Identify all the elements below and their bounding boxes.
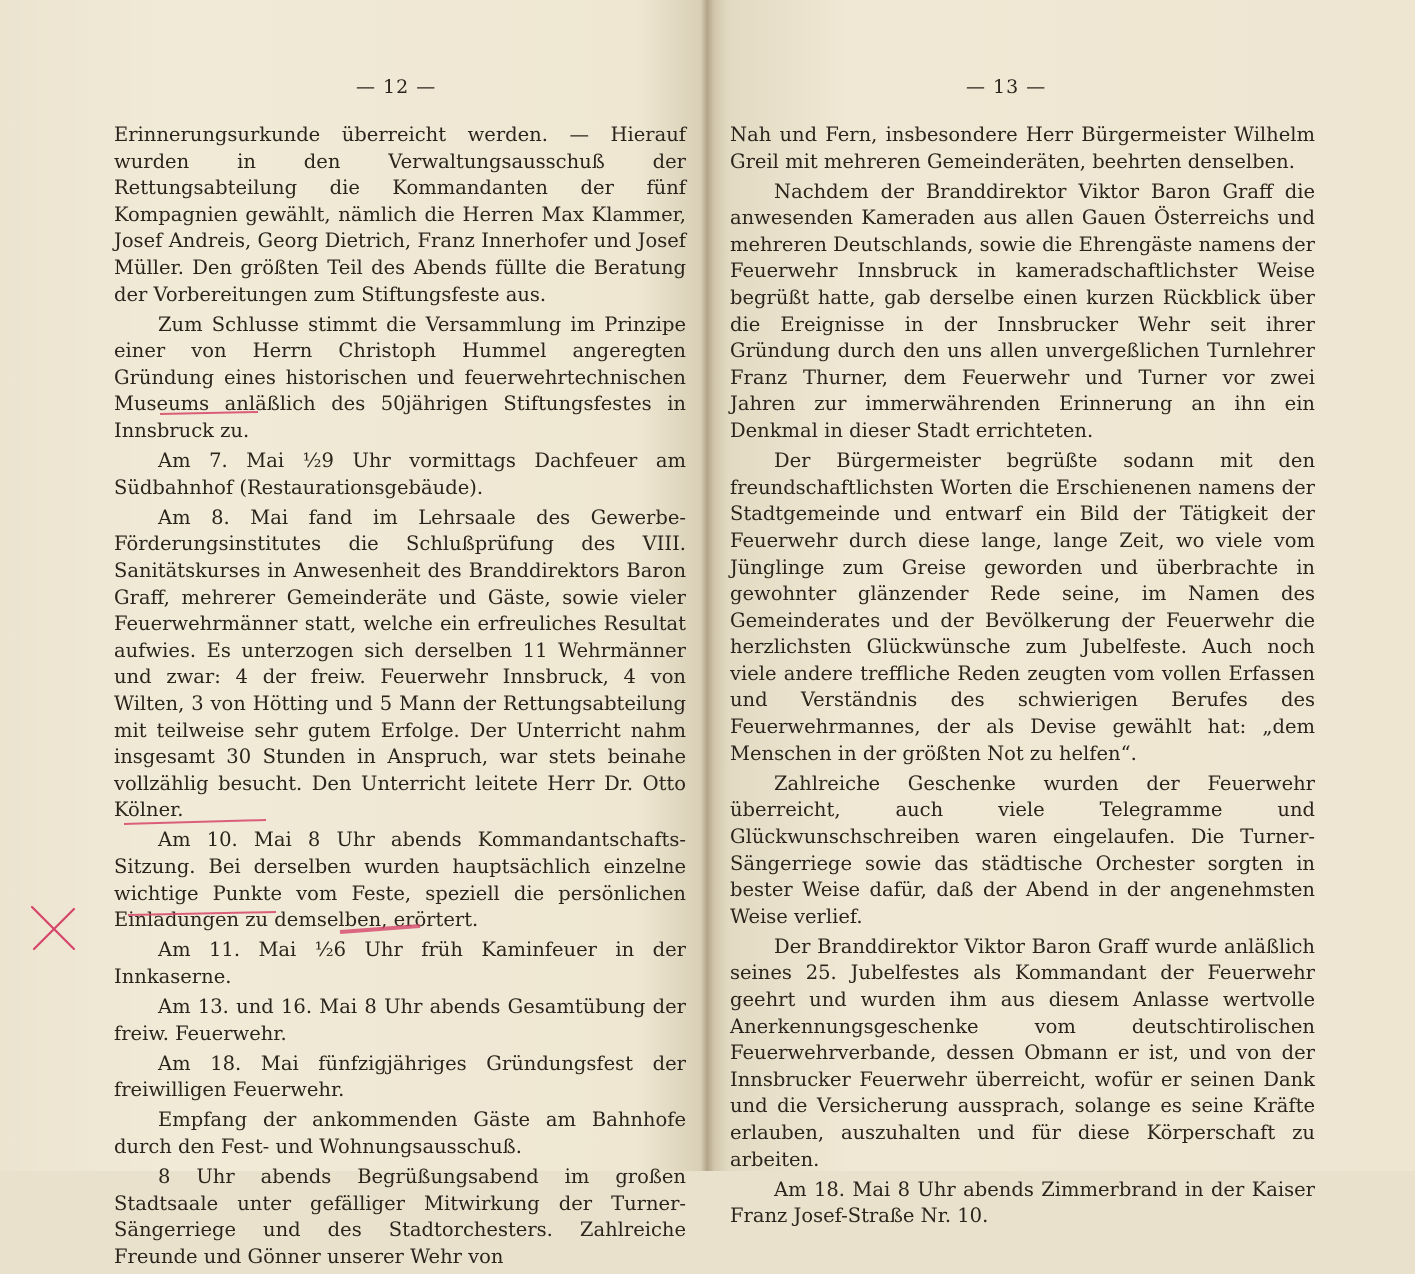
paragraph: Erinnerungsurkunde überreicht werden. — Hierauf wurden in den Verwaltungsausschuß der Rettungsabteilung die Kommandanten der fünf Kompagnien gewählt, nämlich die Herren Max Klammer, Josef Andreis, Georg Dietrich, Franz Innerhofer und Josef Müller. Den größten Teil des Abends füllte die Beratung der Vorbereitungen zum Stiftungsfeste aus. [114,123,686,306]
right-page-text [730,122,1315,1233]
paragraph: Nachdem der Branddirektor Viktor Baron Graff die anwesenden Kameraden aus allen Gauen Österreichs und mehreren Deutschlands, sowie die Ehrengäste namens der Feuerwehr Innsbruck in kameradschaftlichster Weise begrüßt hatte, gab derselbe einen kurzen Rückblick über die Ereignisse in der Innsbrucker Wehr seit ihrer Gründung durch den uns allen unvergeßlichen Turnlehrer Franz Thurner, dem Feuerwehr und Turner vor zwei Jahren zur immerwährenden Erinnerung an ihn ein Denkmal in dieser Stadt errichteten. [730,179,1315,443]
paragraph: Der Bürgermeister begrüßte sodann mit den freundschaftlichsten Worten die Erschienenen namens der Stadtgemeinde und entwarf ein Bild der Tätigkeit der Feuerwehr durch diese lange, lange Zeit, wo viele vom Jünglinge zum Greise geworden und überbrachte in gewohnter glänzender Rede seine, im Namen des Gemeinderates und der Bevölkerung der Feuerwehr die herzlichsten Glückwünsche zum Jubelfeste. Auch noch viele andere treffliche Reden zeugten vom vollen Erfassen und Verständnis des schwierigen Berufes des Feuerwehrmannes, der als Devise gewählt hat: „dem Menschen in der größten Not zu helfen“. [730,449,1315,765]
paragraph: Am 18. Mai 8 Uhr abends Zimmerbrand in der Kaiser Franz Josef-Straße Nr. 10. [730,1177,1315,1228]
page-number-13: — 13 — [966,76,1047,98]
paragraph: Am 18. Mai fünfzigjähriges Gründungsfest der freiwilligen Feuerwehr. [114,1051,686,1102]
paragraph: Der Branddirektor Viktor Baron Graff wurde anläßlich seines 25. Jubelfestes als Kommandant der Feuerwehr geehrt und wurden ihm aus diesem Anlasse wertvolle Anerkennungsgeschenke vom deutschtirolischen Feuerwehrverbande, dessen Obmann er ist, und von der Innsbrucker Feuerwehr überreicht, wofür er seinen Dank und die Versicherung aussprach, solange es seine Kräfte erlauben, auszuhalten und für diese Körperschaft zu arbeiten. [730,934,1315,1171]
left-page-text [114,122,686,1274]
page-number-12: — 12 — [356,76,437,98]
paragraph: Empfang der ankommenden Gäste am Bahnhofe durch den Fest- und Wohnungsausschuß. [114,1108,686,1158]
paragraph: Zahlreiche Geschenke wurden der Feuerwehr überreicht, auch viele Telegramme und Glückwunschschreiben waren eingelaufen. Die Turner-Sängerriege sowie das städtische Orchester sorgten in bester Weise dafür, daß der Abend in der angenehmsten Weise verlief. [730,771,1315,928]
paragraph: Am 11. Mai ½6 Uhr früh Kaminfeuer in der Innkaserne. [114,938,686,988]
paragraph: Am 10. Mai 8 Uhr abends Kommandantschafts-Sitzung. Bei derselben wurden hauptsächlich einzelne wichtige Punkte vom Feste, speziell die persönlichen Einladungen zu demselben, erörtert. [114,828,686,932]
x-mark-icon [28,903,78,953]
left-page [0,0,706,1268]
paragraph: Nah und Fern, insbesondere Herr Bürgermeister Wilhelm Greil mit mehreren Gemeinderäten, beehrten denselben. [730,123,1315,173]
paragraph: Am 13. und 16. Mai 8 Uhr abends Gesamtübung der freiw. Feuerwehr. [114,995,686,1045]
paragraph: Zum Schlusse stimmt die Versammlung im Prinzipe einer von Herrn Christoph Hummel angeregten Gründung eines historischen und feuerwehrtechnischen Museums anläßlich des 50jährigen Stiftungsfestes in Innsbruck zu. [114,312,686,443]
right-page [708,0,1415,1228]
paragraph: 8 Uhr abends Begrüßungsabend im großen Stadtsaale unter gefälliger Mitwirkung der Turner-Sängerriege und des Stadtorchesters. Zahlreiche Freunde und Gönner unserer Wehr von [114,1165,686,1268]
paragraph: Am 7. Mai ½9 Uhr vormittags Dachfeuer am Südbahnhof (Restaurationsgebäude). [114,449,686,499]
paragraph: Am 8. Mai fand im Lehrsaale des Gewerbe-Förderungsinstitutes die Schlußprüfung des VIII. Sanitätskurses in Anwesenheit des Branddirektors Baron Graff, mehrerer Gemeinderäte und Gäste, sowie vieler Feuerwehrmänner statt, welche ein erfreuliches Resultat aufwies. Es unterzogen sich derselben 11 Wehrmänner und zwar: 4 der freiw. Feuerwehr Innsbruck, 4 von Wilten, 3 von Hötting und 5 Mann der Rettungsabteilung mit teilweise sehr gutem Erfolge. Der Unterricht nahm insgesamt 30 Stunden in Anspruch, war stets beinahe vollzählig besucht. Den Unterricht leitete Herr Dr. Otto Kölner. [114,505,686,822]
